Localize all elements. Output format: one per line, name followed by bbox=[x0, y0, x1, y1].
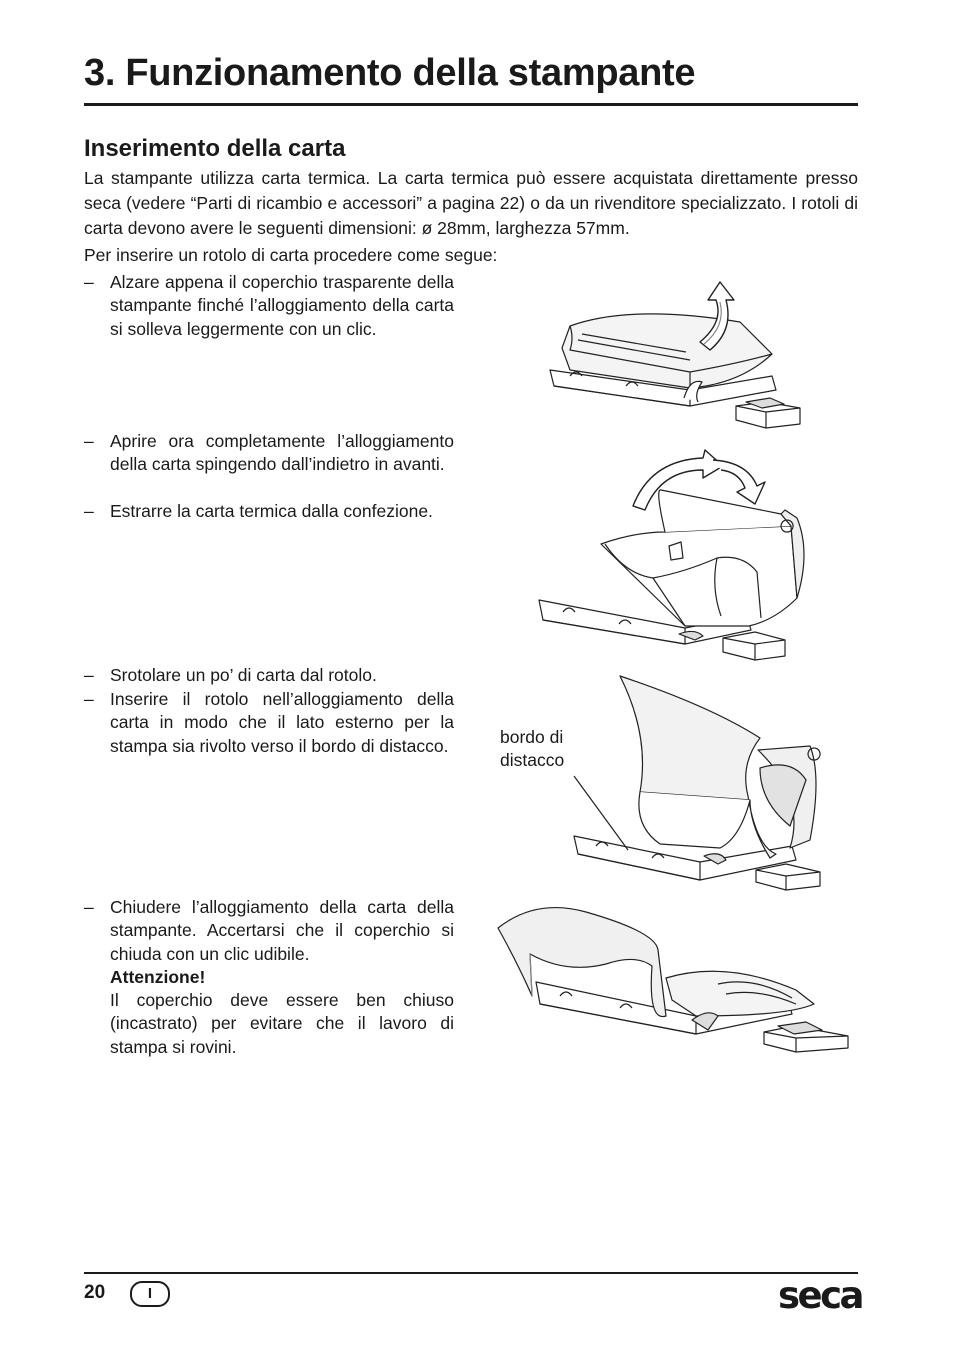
language-badge: I bbox=[130, 1281, 170, 1307]
figure-housing-open bbox=[535, 448, 815, 662]
step-insert-roll: – Inserire il rotolo nell’alloggiamento della carta in modo che il lato esterno per la stampa sia rivolto verso il bordo di distacco. bbox=[84, 688, 454, 758]
callout-label: bordo di distacco bbox=[500, 727, 565, 771]
footer-rule bbox=[84, 1272, 858, 1274]
warning-text: Il coperchio deve essere ben chiuso (incastrato) per evitare che il lavoro di stampa si rovini. bbox=[110, 990, 454, 1057]
intro-paragraph: La stampante utilizza carta termica. La carta termica può essere acquistata direttamente presso seca (vedere “Parti di ricambio e accessori” a pagina 22) o da un rivenditore specializzato. I rotoli di carta devono avere le seguenti dimensioni: ø 28mm, larghezza 57mm. bbox=[84, 168, 858, 238]
step-text: Estrarre la carta termica dalla confezione. bbox=[110, 501, 433, 521]
warning-title: Attenzione! bbox=[110, 966, 206, 987]
brand-logo: seca bbox=[778, 1274, 863, 1317]
step-unpack-paper: – Estrarre la carta termica dalla confezione. bbox=[84, 500, 454, 523]
section-heading: Inserimento della carta bbox=[84, 135, 346, 162]
title-rule bbox=[84, 103, 858, 106]
step-text: Chiudere l’alloggiamento della carta della stampante. Accertarsi che il coperchio si chiuda con un clic udibile. bbox=[110, 897, 454, 964]
step-unroll-paper: – Srotolare un po’ di carta dal rotolo. bbox=[84, 664, 454, 687]
step-text: Aprire ora completamente l’alloggiamento della carta spingendo dall’indietro in avanti. bbox=[110, 431, 454, 475]
callout-leader-line bbox=[572, 774, 632, 854]
chapter-title: 3. Funzionamento della stampante bbox=[84, 52, 696, 94]
figure-housing-closed bbox=[496, 904, 852, 1052]
step-lift-lid: – Alzare appena il coperchio trasparente della stampante finché l’alloggiamento della carta si solleva leggermente con un clic. bbox=[84, 271, 454, 341]
step-close-housing: – Chiudere l’alloggiamento della carta della stampante. Accertarsi che il coperchio si chiuda con un clic udibile. Attenzione! Il coperchio deve essere ben chiuso (incastrato) per evitare che il lavoro di stampa si rovini. bbox=[84, 896, 454, 1059]
step-open-housing: – Aprire ora completamente l’alloggiamento della carta spingendo dall’indietro in avanti. bbox=[84, 430, 454, 477]
procedure-intro: Per inserire un rotolo di carta procedere come segue: bbox=[84, 245, 498, 265]
step-text: Srotolare un po’ di carta dal rotolo. bbox=[110, 665, 377, 685]
step-text: Alzare appena il coperchio trasparente della stampante finché l’alloggiamento della carta si solleva leggermente con un clic. bbox=[110, 272, 454, 339]
figure-lid-lifted bbox=[540, 278, 810, 430]
page-number: 20 bbox=[84, 1282, 106, 1303]
step-text: Inserire il rotolo nell’alloggiamento della carta in modo che il lato esterno per la stampa sia rivolto verso il bordo di distacco. bbox=[110, 689, 454, 756]
